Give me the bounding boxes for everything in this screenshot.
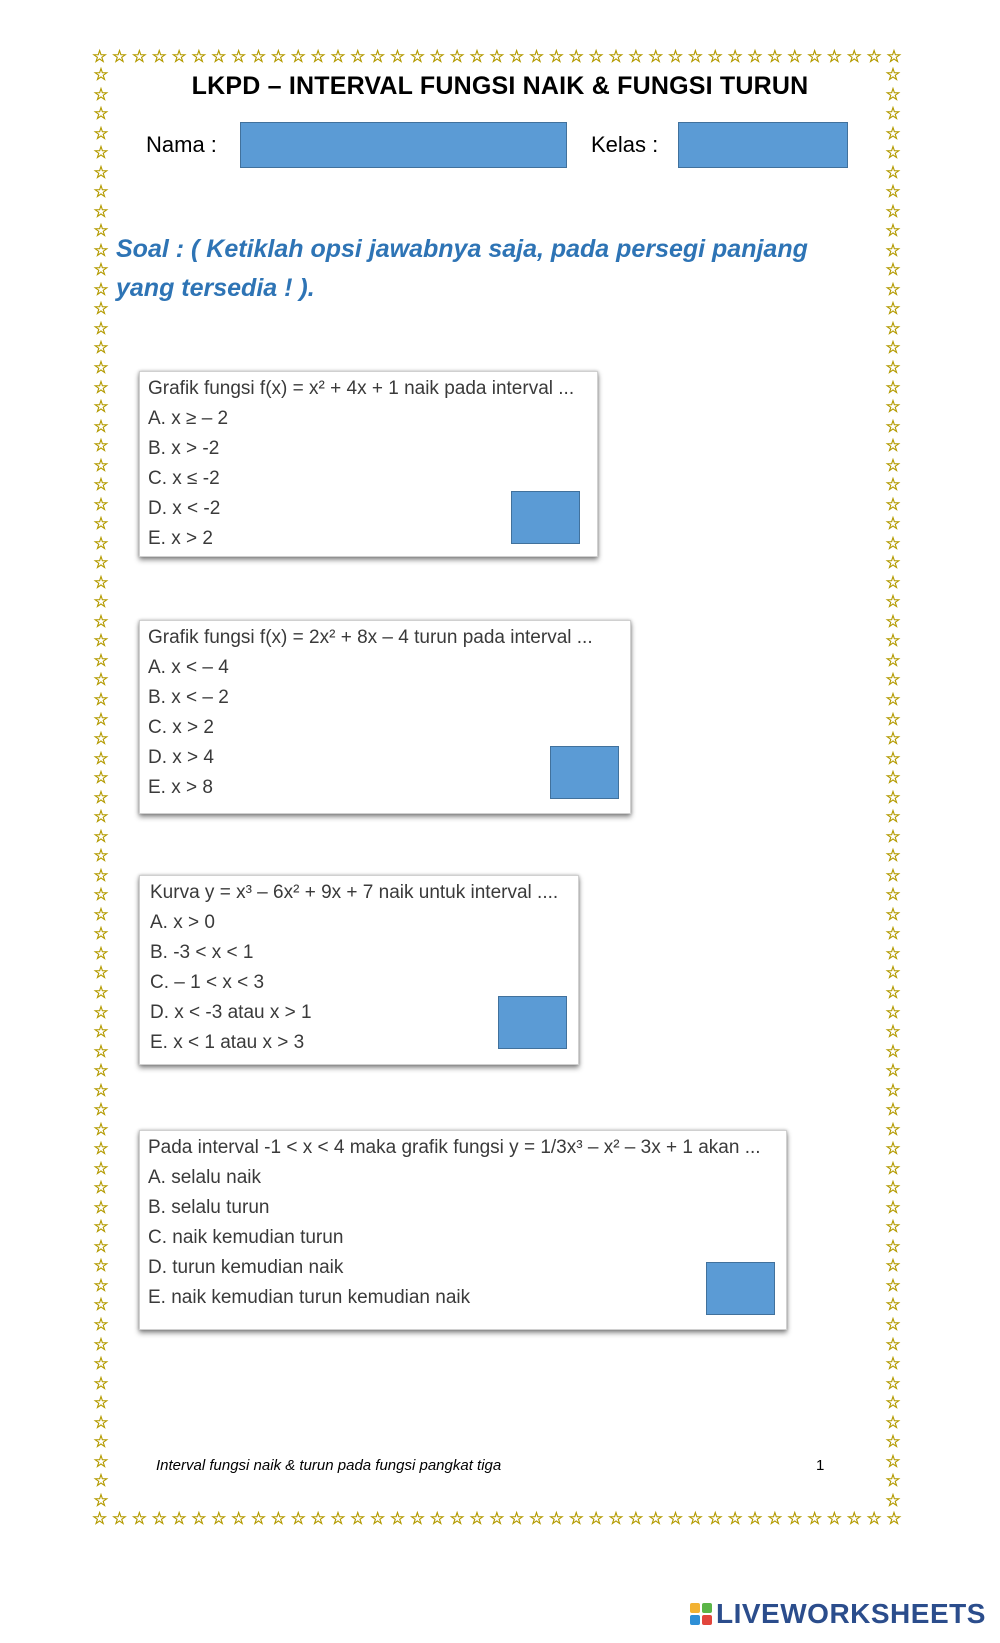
- star-icon: ☆: [885, 475, 901, 496]
- star-icon: ☆: [885, 240, 901, 261]
- star-icon: ☆: [885, 377, 901, 398]
- option-a: A. x < – 4: [148, 657, 229, 678]
- star-icon: ☆: [93, 1178, 109, 1199]
- star-icon: ☆: [93, 1432, 109, 1453]
- answer-input-1[interactable]: [511, 491, 580, 544]
- star-border-bottom: [92, 1510, 902, 1528]
- star-icon: ☆: [171, 1510, 187, 1528]
- option-a: A. x > 0: [150, 912, 215, 933]
- star-icon: ☆: [885, 729, 901, 750]
- star-icon: ☆: [93, 357, 109, 378]
- star-icon: ☆: [93, 66, 109, 85]
- star-icon: ☆: [885, 924, 901, 945]
- star-icon: ☆: [93, 729, 109, 750]
- star-icon: ☆: [885, 553, 901, 574]
- star-icon: ☆: [885, 1080, 901, 1101]
- star-icon: ☆: [885, 66, 901, 85]
- star-border-top: [92, 48, 902, 66]
- star-icon: ☆: [528, 1510, 545, 1528]
- star-icon: ☆: [885, 1002, 901, 1023]
- star-icon: ☆: [489, 1510, 505, 1528]
- kelas-input[interactable]: [678, 122, 848, 168]
- star-icon: ☆: [330, 1510, 346, 1528]
- star-icon: ☆: [747, 48, 763, 66]
- star-icon: ☆: [885, 1315, 901, 1335]
- star-icon: ☆: [787, 48, 803, 66]
- star-icon: ☆: [93, 475, 109, 496]
- star-icon: ☆: [885, 1178, 901, 1199]
- star-icon: ☆: [489, 48, 505, 66]
- star-icon: ☆: [93, 104, 109, 125]
- star-icon: ☆: [806, 48, 823, 66]
- star-icon: ☆: [310, 48, 326, 66]
- star-icon: ☆: [509, 48, 525, 66]
- star-icon: ☆: [885, 279, 901, 300]
- star-icon: ☆: [93, 1100, 109, 1121]
- star-icon: ☆: [93, 182, 109, 203]
- star-icon: ☆: [885, 865, 901, 886]
- star-icon: ☆: [93, 650, 109, 671]
- option-e: E. x < 1 atau x > 3: [150, 1032, 305, 1053]
- star-icon: ☆: [727, 48, 743, 66]
- star-icon: ☆: [93, 592, 109, 613]
- star-icon: ☆: [826, 48, 843, 66]
- star-icon: ☆: [93, 1412, 109, 1433]
- star-icon: ☆: [885, 299, 901, 320]
- star-icon: ☆: [885, 1334, 901, 1355]
- question-text: Pada interval -1 < x < 4 maka grafik fungsi y = 1/3x³ – x² – 3x + 1 akan ...: [148, 1137, 761, 1158]
- option-d: D. x < -2: [148, 498, 221, 519]
- star-icon: ☆: [885, 631, 901, 652]
- option-c: C. naik kemudian turun: [148, 1227, 344, 1248]
- star-icon: ☆: [707, 48, 723, 66]
- star-icon: ☆: [93, 865, 109, 886]
- star-icon: ☆: [93, 1490, 109, 1510]
- star-icon: ☆: [628, 48, 644, 66]
- star-icon: ☆: [93, 826, 109, 847]
- option-e: E. naik kemudian turun kemudian naik: [148, 1287, 471, 1308]
- star-icon: ☆: [885, 436, 901, 457]
- star-icon: ☆: [469, 1510, 485, 1528]
- star-icon: ☆: [93, 1080, 109, 1101]
- star-icon: ☆: [250, 1510, 267, 1528]
- star-icon: ☆: [93, 1022, 109, 1043]
- star-icon: ☆: [93, 1002, 109, 1023]
- star-icon: ☆: [885, 1139, 901, 1160]
- star-icon: ☆: [93, 1119, 109, 1140]
- star-icon: ☆: [885, 748, 901, 769]
- star-icon: ☆: [588, 48, 604, 66]
- star-icon: ☆: [389, 1510, 406, 1528]
- star-icon: ☆: [509, 1510, 525, 1528]
- star-icon: ☆: [885, 904, 901, 925]
- brand-name: LIVEWORKSHEETS: [716, 1598, 986, 1629]
- star-icon: ☆: [667, 1510, 684, 1528]
- star-icon: ☆: [429, 48, 445, 66]
- star-icon: ☆: [93, 943, 109, 964]
- star-icon: ☆: [93, 123, 109, 144]
- star-icon: ☆: [93, 1451, 109, 1472]
- star-icon: ☆: [409, 48, 425, 66]
- star-icon: ☆: [191, 1510, 207, 1528]
- star-icon: ☆: [608, 48, 624, 66]
- question-text: Kurva y = x³ – 6x² + 9x + 7 naik untuk interval ....: [150, 882, 559, 903]
- star-icon: ☆: [350, 1510, 366, 1528]
- star-icon: ☆: [568, 1510, 584, 1528]
- option-d: D. x < -3 atau x > 1: [150, 1002, 312, 1023]
- star-icon: ☆: [885, 1022, 901, 1043]
- star-icon: ☆: [290, 48, 306, 66]
- star-icon: ☆: [885, 768, 901, 789]
- star-icon: ☆: [93, 279, 109, 300]
- star-icon: ☆: [93, 1373, 109, 1394]
- star-icon: ☆: [648, 1510, 664, 1528]
- star-icon: ☆: [93, 455, 109, 476]
- star-icon: ☆: [111, 48, 128, 66]
- star-icon: ☆: [350, 48, 366, 66]
- star-icon: ☆: [93, 1236, 109, 1257]
- star-icon: ☆: [885, 494, 901, 515]
- star-icon: ☆: [885, 943, 901, 964]
- star-icon: ☆: [885, 338, 901, 359]
- star-icon: ☆: [885, 162, 901, 183]
- star-icon: ☆: [885, 1393, 901, 1414]
- star-icon: ☆: [469, 48, 485, 66]
- star-icon: ☆: [151, 48, 167, 66]
- star-icon: ☆: [608, 1510, 624, 1528]
- star-icon: ☆: [885, 846, 901, 867]
- star-icon: ☆: [93, 1217, 109, 1238]
- option-b: B. -3 < x < 1: [150, 942, 254, 963]
- star-icon: ☆: [885, 201, 901, 222]
- star-icon: ☆: [93, 162, 109, 183]
- star-icon: ☆: [93, 611, 109, 632]
- star-icon: ☆: [885, 709, 901, 730]
- star-icon: ☆: [885, 1412, 901, 1433]
- star-icon: ☆: [528, 48, 545, 66]
- star-icon: ☆: [93, 572, 109, 593]
- star-icon: ☆: [92, 1510, 108, 1528]
- star-icon: ☆: [687, 48, 704, 66]
- star-icon: ☆: [93, 787, 109, 808]
- star-icon: ☆: [93, 533, 109, 554]
- star-icon: ☆: [707, 1510, 723, 1528]
- star-icon: ☆: [885, 1373, 901, 1394]
- star-icon: ☆: [93, 318, 109, 339]
- star-icon: ☆: [885, 787, 901, 808]
- star-icon: ☆: [93, 377, 109, 398]
- star-icon: ☆: [885, 1061, 901, 1082]
- star-icon: ☆: [93, 338, 109, 359]
- star-icon: ☆: [111, 1510, 128, 1528]
- star-icon: ☆: [93, 1061, 109, 1082]
- star-icon: ☆: [866, 48, 882, 66]
- star-icon: ☆: [93, 1295, 109, 1316]
- kelas-label: Kelas :: [591, 132, 659, 157]
- star-icon: ☆: [846, 1510, 862, 1528]
- star-icon: ☆: [93, 982, 109, 1003]
- star-icon: ☆: [231, 1510, 247, 1528]
- option-c: C. x ≤ -2: [148, 468, 220, 489]
- star-icon: ☆: [270, 1510, 286, 1528]
- star-icon: ☆: [787, 1510, 803, 1528]
- star-icon: ☆: [93, 768, 109, 789]
- star-icon: ☆: [885, 885, 901, 906]
- option-b: B. x < – 2: [148, 687, 229, 708]
- answer-input-3[interactable]: [498, 996, 567, 1049]
- star-icon: ☆: [93, 1139, 109, 1160]
- star-icon: ☆: [93, 1393, 109, 1414]
- star-icon: ☆: [885, 572, 901, 593]
- star-icon: ☆: [667, 48, 684, 66]
- star-icon: ☆: [290, 1510, 306, 1528]
- page-number: 1: [816, 1457, 825, 1474]
- star-icon: ☆: [429, 1510, 445, 1528]
- star-icon: ☆: [93, 1197, 109, 1218]
- star-icon: ☆: [93, 416, 109, 437]
- nama-label: Nama :: [146, 132, 217, 157]
- star-icon: ☆: [885, 1119, 901, 1140]
- star-icon: ☆: [687, 1510, 704, 1528]
- liveworksheets-icon: [690, 1603, 712, 1625]
- star-icon: ☆: [93, 260, 109, 281]
- star-icon: ☆: [885, 1100, 901, 1121]
- star-icon: ☆: [885, 1217, 901, 1238]
- star-icon: ☆: [885, 611, 901, 632]
- star-icon: ☆: [885, 1158, 901, 1179]
- star-icon: ☆: [93, 1275, 109, 1296]
- star-icon: ☆: [330, 48, 346, 66]
- star-icon: ☆: [171, 48, 187, 66]
- star-icon: ☆: [885, 416, 901, 437]
- star-icon: ☆: [211, 1510, 227, 1528]
- star-icon: ☆: [885, 260, 901, 281]
- footer-text: Interval fungsi naik & turun pada fungsi pangkat tiga: [156, 1457, 502, 1474]
- star-icon: ☆: [449, 48, 465, 66]
- option-b: B. selalu turun: [148, 1197, 270, 1218]
- question-text: Grafik fungsi f(x) = x² + 4x + 1 naik pada interval ...: [148, 378, 575, 399]
- star-icon: ☆: [885, 1451, 901, 1472]
- star-icon: ☆: [231, 48, 247, 66]
- star-icon: ☆: [885, 1471, 901, 1492]
- nama-input[interactable]: [240, 122, 567, 168]
- star-icon: ☆: [885, 1256, 901, 1277]
- star-icon: ☆: [93, 904, 109, 925]
- star-icon: ☆: [885, 826, 901, 847]
- star-icon: ☆: [727, 1510, 743, 1528]
- star-icon: ☆: [211, 48, 227, 66]
- star-icon: ☆: [628, 1510, 644, 1528]
- star-icon: ☆: [93, 84, 109, 105]
- star-icon: ☆: [648, 48, 664, 66]
- star-icon: ☆: [747, 1510, 763, 1528]
- star-icon: ☆: [886, 48, 902, 66]
- star-icon: ☆: [93, 1354, 109, 1375]
- option-d: D. turun kemudian naik: [148, 1257, 344, 1278]
- star-icon: ☆: [885, 1236, 901, 1257]
- option-d: D. x > 4: [148, 747, 214, 768]
- star-icon: ☆: [449, 1510, 465, 1528]
- star-icon: ☆: [191, 48, 207, 66]
- option-b: B. x > -2: [148, 438, 220, 459]
- star-icon: ☆: [93, 436, 109, 457]
- star-icon: ☆: [885, 533, 901, 554]
- star-icon: ☆: [885, 455, 901, 476]
- star-icon: ☆: [370, 1510, 386, 1528]
- star-icon: ☆: [93, 221, 109, 242]
- star-icon: ☆: [885, 982, 901, 1003]
- star-icon: ☆: [93, 924, 109, 945]
- star-icon: ☆: [93, 709, 109, 730]
- star-icon: ☆: [370, 48, 386, 66]
- star-icon: ☆: [885, 1041, 901, 1062]
- star-icon: ☆: [885, 1197, 901, 1218]
- star-icon: ☆: [93, 670, 109, 691]
- star-icon: ☆: [767, 48, 783, 66]
- star-icon: ☆: [885, 221, 901, 242]
- star-icon: ☆: [92, 48, 108, 66]
- star-icon: ☆: [93, 299, 109, 320]
- star-icon: ☆: [548, 48, 565, 66]
- star-icon: ☆: [806, 1510, 823, 1528]
- star-icon: ☆: [826, 1510, 843, 1528]
- star-icon: ☆: [885, 670, 901, 691]
- question-card-1: [139, 371, 598, 557]
- star-icon: ☆: [270, 48, 286, 66]
- star-icon: ☆: [93, 631, 109, 652]
- star-icon: ☆: [93, 748, 109, 769]
- star-icon: ☆: [885, 592, 901, 613]
- star-icon: ☆: [93, 807, 109, 828]
- question-card-3: [139, 875, 579, 1065]
- star-icon: ☆: [767, 1510, 783, 1528]
- star-icon: ☆: [885, 690, 901, 710]
- star-icon: ☆: [93, 240, 109, 261]
- star-icon: ☆: [131, 1510, 147, 1528]
- star-icon: ☆: [93, 143, 109, 164]
- star-icon: ☆: [885, 397, 901, 418]
- option-e: E. x > 2: [148, 528, 213, 549]
- question-card-4: [139, 1130, 787, 1330]
- star-icon: ☆: [93, 514, 109, 535]
- star-icon: ☆: [93, 1315, 109, 1335]
- star-icon: ☆: [131, 48, 147, 66]
- star-icon: ☆: [568, 48, 584, 66]
- star-icon: ☆: [93, 690, 109, 710]
- star-icon: ☆: [885, 1490, 901, 1510]
- star-border-right: [884, 66, 902, 1510]
- star-icon: ☆: [93, 1158, 109, 1179]
- star-icon: ☆: [885, 1295, 901, 1316]
- star-icon: ☆: [885, 182, 901, 203]
- star-icon: ☆: [93, 397, 109, 418]
- star-icon: ☆: [250, 48, 267, 66]
- star-icon: ☆: [151, 1510, 167, 1528]
- option-a: A. selalu naik: [148, 1167, 262, 1188]
- star-icon: ☆: [548, 1510, 565, 1528]
- star-icon: ☆: [885, 650, 901, 671]
- star-icon: ☆: [885, 318, 901, 339]
- star-icon: ☆: [885, 1354, 901, 1375]
- star-icon: ☆: [846, 48, 862, 66]
- star-icon: ☆: [885, 1275, 901, 1296]
- star-border-left: [92, 66, 110, 1510]
- answer-input-2[interactable]: [550, 746, 619, 799]
- page-title: LKPD – INTERVAL FUNGSI NAIK & FUNGSI TURUN: [191, 72, 809, 100]
- star-icon: ☆: [588, 1510, 604, 1528]
- star-icon: ☆: [885, 807, 901, 828]
- star-icon: ☆: [93, 1256, 109, 1277]
- star-icon: ☆: [885, 357, 901, 378]
- star-icon: ☆: [93, 1471, 109, 1492]
- star-icon: ☆: [93, 201, 109, 222]
- star-icon: ☆: [885, 963, 901, 984]
- option-a: A. x ≥ – 2: [148, 408, 229, 429]
- star-icon: ☆: [885, 143, 901, 164]
- star-icon: ☆: [93, 494, 109, 515]
- star-icon: ☆: [93, 1041, 109, 1062]
- star-icon: ☆: [866, 1510, 882, 1528]
- star-icon: ☆: [93, 846, 109, 867]
- star-icon: ☆: [886, 1510, 902, 1528]
- option-e: E. x > 8: [148, 777, 213, 798]
- option-c: C. x > 2: [148, 717, 214, 738]
- star-icon: ☆: [310, 1510, 326, 1528]
- star-icon: ☆: [885, 104, 901, 125]
- star-icon: ☆: [93, 553, 109, 574]
- question-text: Grafik fungsi f(x) = 2x² + 8x – 4 turun pada interval ...: [148, 627, 593, 648]
- star-icon: ☆: [885, 514, 901, 535]
- star-icon: ☆: [885, 1432, 901, 1453]
- star-icon: ☆: [389, 48, 406, 66]
- star-icon: ☆: [885, 84, 901, 105]
- question-card-2: [139, 620, 631, 814]
- star-icon: ☆: [885, 123, 901, 144]
- star-icon: ☆: [409, 1510, 425, 1528]
- liveworksheets-logo: [690, 1598, 986, 1630]
- star-icon: ☆: [93, 885, 109, 906]
- star-icon: ☆: [93, 963, 109, 984]
- star-icon: ☆: [93, 1334, 109, 1355]
- answer-input-4[interactable]: [706, 1262, 775, 1315]
- instruction-text: Soal : ( Ketiklah opsi jawabnya saja, pada persegi panjang yang tersedia ! ).: [116, 235, 808, 302]
- option-c: C. – 1 < x < 3: [150, 972, 265, 993]
